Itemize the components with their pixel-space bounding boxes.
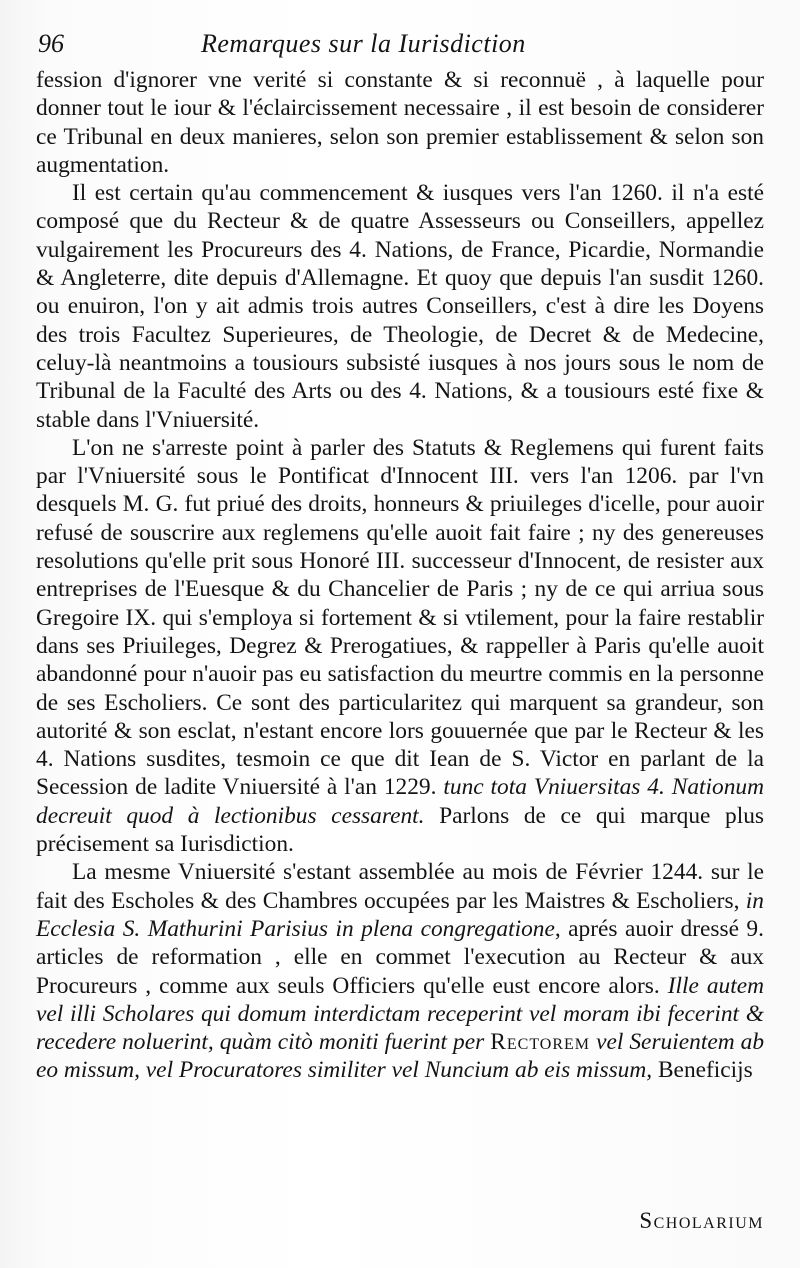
text-run: Il est certain qu'au commencement & iusques vers l'an 1260. il n'a esté composé que du Recteur & de quatre Assesseurs ou Conseillers, appellez vulgairement les Procureurs des 4. Nations, de France, Picardie, Normandie & Angleterre, dite depuis d'Allemagne. Et quoy que depuis l'an susdit 1260. ou enuiron, l'on y ait admis trois autres Conseillers, c'est à dire les Doyens des trois Facultez Superieures, de Theologie, de Decret & de Medecine, celuy-là neantmoins a tousiours subsisté iusques à nos jours sous le nom de Tribunal de la Faculté des Arts ou des 4. Nations, & a tousiours esté fixe & stable dans l'Vniuersité. [36, 180, 764, 433]
paragraph [36, 66, 764, 179]
text-run: La mesme Vniuersité s'estant assemblée au mois de Février 1244. sur le fait des Escholes & des Chambres occupées par les Maistres & Escholiers, [36, 859, 764, 914]
paragraph [36, 858, 764, 1084]
text-run: fession d'ignorer vne verité si constante & si reconnuë , à laquelle pour donner tout le iour & l'éclaircissement necessaire , il est besoin de considerer ce Tribunal en deux manieres, selon son premier establissement & selon son augmentation. [36, 67, 764, 178]
paragraph [36, 179, 764, 434]
text-run: Beneficijs [652, 1057, 753, 1084]
page-number: 96 [38, 29, 64, 58]
latin-quotation: Ille autem vel illi Scholares qui domum interdictam receperint vel moram ibi fecerint & recedere noluerint, quàm citò moniti fuerint per [36, 972, 764, 1056]
text-run: L'on ne s'arreste point à parler des Statuts & Reglemens qui furent faits par l'Vniuersité sous le Pontificat d'Innocent III. vers l'an 1206. par l'vn desquels M. G. fut priué des droits, honneurs & priuileges d'icelle, pour auoir refusé de souscrire aux reglemens qu'elle auoit fait faire ; ny des genereuses resolutions qu'elle prit sous Honoré III. successeur d'Innocent, de resister aux entreprises de l'Euesque & du Chancelier de Paris ; ny de ce qui arriua sous Gregoire IX. qui s'employa si fortement & si vtilement, pour la faire restablir dans ses Priuileges, Degrez & Prerogatiues, & rappeller à Paris qu'elle auoit abandonné pour n'auoir pas eu satisfaction du meurtre commis en la personne de ses Escholiers. Ce sont des particularitez qui marquent sa grandeur, son autorité & son esclat, n'estant encore lors gouuernée que par le Recteur & les 4. Nations susdites, tesmoin ce que dit Iean de S. Victor en parlant de la Secession de ladite Vniuersité à l'an 1229. [36, 434, 764, 801]
latin-quotation: vel Seruientem ab eo missum, vel Procuratores similiter vel Nuncium ab eis missum, [36, 1029, 765, 1084]
latin-quotation: in Ecclesia S. Mathurini Parisius in plena congregatione [36, 887, 764, 942]
running-title: Remarques sur la Iurisdiction [201, 29, 526, 58]
running-head [36, 22, 764, 66]
latin-quotation: tunc tota Vniuersitas 4. Nationum decreuit quod à lectionibus cessarent. [36, 774, 764, 829]
paragraph [36, 434, 764, 858]
body-text [36, 66, 764, 1085]
small-caps-word: Rectorem [490, 1029, 591, 1056]
text-run: , aprés auoir dressé 9. articles de reformation , elle en commet l'execution au Recteur & aux Procureurs , comme aux seuls Officiers qu'elle eust encore alors. [36, 915, 764, 999]
catchword: Scholarium [639, 1208, 764, 1233]
text-run: Parlons de ce qui marque plus précisement sa Iurisdiction. [36, 802, 764, 858]
